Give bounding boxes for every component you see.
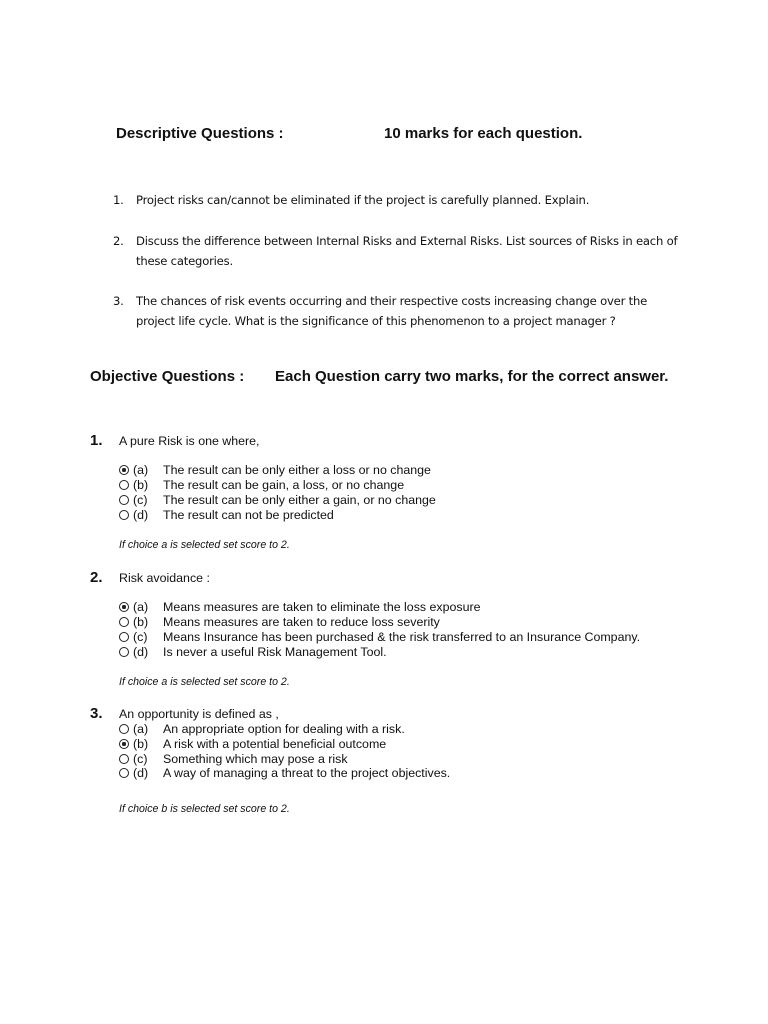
option-letter: (d) (133, 508, 149, 522)
scoring-note: If choice b is selected set score to 2. (119, 803, 290, 815)
radio-icon[interactable] (119, 510, 129, 520)
option-text: The result can not be predicted (163, 508, 334, 522)
option-row[interactable] (119, 493, 436, 508)
option-letter: (d) (133, 645, 149, 659)
radio-icon[interactable] (119, 632, 129, 642)
option-letter: (b) (133, 478, 149, 492)
option-text: Is never a useful Risk Management Tool. (163, 645, 387, 659)
descriptive-item-number: 3. (113, 294, 124, 308)
option-row[interactable] (119, 645, 387, 660)
option-text: The result can be only either a loss or no change (163, 463, 431, 477)
option-row[interactable] (119, 737, 386, 752)
scoring-note: If choice a is selected set score to 2. (119, 676, 290, 688)
option-row[interactable] (119, 752, 348, 767)
option-row[interactable] (119, 766, 450, 781)
option-row[interactable] (119, 463, 431, 478)
option-text: An appropriate option for dealing with a risk. (163, 722, 405, 736)
option-letter: (a) (133, 722, 149, 736)
radio-icon[interactable] (119, 480, 129, 490)
option-letter: (a) (133, 463, 149, 477)
objective-heading: Objective Questions : (90, 368, 245, 385)
question-number: 1. (90, 432, 103, 449)
option-letter: (a) (133, 600, 149, 614)
radio-selected-icon[interactable] (119, 465, 129, 475)
option-letter: (c) (133, 630, 148, 644)
option-text: The result can be only either a gain, or no change (163, 493, 436, 507)
question-number: 3. (90, 705, 103, 722)
radio-icon[interactable] (119, 495, 129, 505)
option-row[interactable] (119, 630, 640, 645)
descriptive-item-text: Project risks can/cannot be eliminated if the project is carefully planned. Explain. (136, 193, 590, 207)
option-row[interactable] (119, 722, 405, 737)
option-text: Means measures are taken to reduce loss severity (163, 615, 440, 629)
descriptive-item-text: project life cycle. What is the significance of this phenomenon to a project manager ? (136, 314, 616, 328)
radio-selected-icon[interactable] (119, 739, 129, 749)
option-row[interactable] (119, 508, 334, 523)
radio-icon[interactable] (119, 617, 129, 627)
radio-icon[interactable] (119, 724, 129, 734)
option-letter: (b) (133, 737, 149, 751)
option-text: Means Insurance has been purchased & the risk transferred to an Insurance Company. (163, 630, 641, 644)
option-text: Something which may pose a risk (163, 752, 348, 766)
descriptive-item-number: 2. (113, 234, 124, 248)
option-text: A way of managing a threat to the project objectives. (163, 766, 451, 780)
option-row[interactable] (119, 600, 481, 615)
option-letter: (d) (133, 766, 149, 780)
descriptive-item-text: these categories. (136, 254, 233, 268)
option-text: The result can be gain, a loss, or no change (163, 478, 405, 492)
question-text: A pure Risk is one where, (119, 434, 260, 448)
option-letter: (b) (133, 615, 149, 629)
question-text: Risk avoidance : (119, 571, 210, 585)
descriptive-item-number: 1. (113, 193, 124, 207)
option-row[interactable] (119, 615, 440, 630)
radio-selected-icon[interactable] (119, 602, 129, 612)
question-text: An opportunity is defined as , (119, 707, 279, 721)
option-letter: (c) (133, 493, 148, 507)
descriptive-item-text: Discuss the difference between Internal Risks and External Risks. List sources of Risks in each of (136, 234, 678, 248)
question-number: 2. (90, 569, 103, 586)
objective-marks: Each Question carry two marks, for the correct answer. (275, 368, 669, 385)
radio-icon[interactable] (119, 768, 129, 778)
descriptive-item-text: The chances of risk events occurring and their respective costs increasing change over the (136, 294, 648, 308)
radio-icon[interactable] (119, 754, 129, 764)
option-row[interactable] (119, 478, 404, 493)
descriptive-heading: Descriptive Questions : (116, 125, 284, 142)
radio-icon[interactable] (119, 647, 129, 657)
descriptive-marks: 10 marks for each question. (384, 125, 583, 142)
option-text: Means measures are taken to eliminate the loss exposure (163, 600, 481, 614)
option-text: A risk with a potential beneficial outcome (163, 737, 387, 751)
scoring-note: If choice a is selected set score to 2. (119, 539, 290, 551)
option-letter: (c) (133, 752, 148, 766)
